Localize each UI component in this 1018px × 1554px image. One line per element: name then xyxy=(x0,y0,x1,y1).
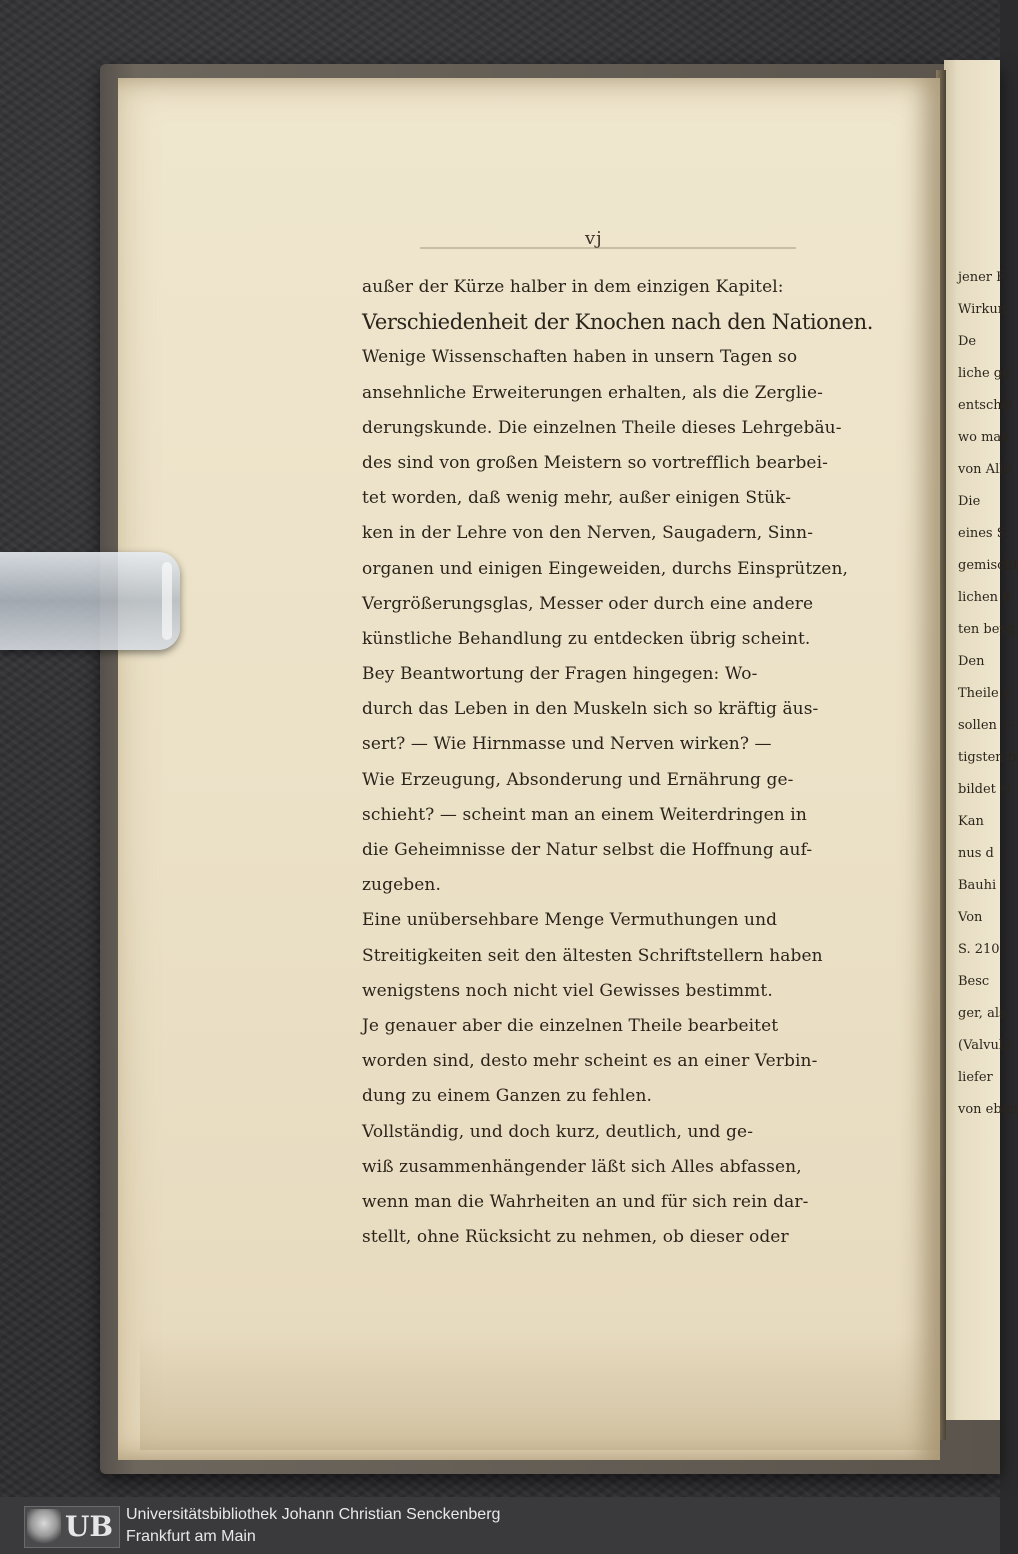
text-line: die Geheimnisse der Natur selbst die Hoffnung auf- xyxy=(362,840,813,860)
text-line: Vollständig, und doch kurz, deutlich, und ge- xyxy=(362,1121,754,1142)
right-page-line: Besc xyxy=(958,974,990,989)
text-line: des sind von großen Meistern so vortrefflich bearbei- xyxy=(362,452,828,473)
text-line: zugeben. xyxy=(362,875,441,896)
right-page-line: Die xyxy=(958,494,981,509)
right-page-line: liefer xyxy=(958,1070,993,1085)
text-line: tet worden, daß wenig mehr, außer einigen Stük- xyxy=(362,488,792,509)
text-line: Vergrößerungsglas, Messer oder durch eine andere xyxy=(362,593,814,614)
right-page-line: De xyxy=(958,334,977,349)
page-edge-shadow xyxy=(140,1330,940,1450)
right-page-line: bildet si xyxy=(958,782,1011,797)
right-page-line: ten beyg xyxy=(958,622,1016,637)
right-page-line: sollen — xyxy=(958,718,1015,733)
right-page-line: liche ge xyxy=(958,366,1010,381)
right-page-line: Von xyxy=(958,910,983,925)
page-number: vj xyxy=(585,228,603,249)
text-line: schieht? — scheint man an einem Weiterdringen in xyxy=(362,804,807,825)
text-line: wenn man die Wahrheiten an und für sich rein dar- xyxy=(362,1191,809,1212)
page-clip xyxy=(0,552,180,650)
right-page-line: wo man xyxy=(958,430,1010,445)
text-line: sert? — Wie Hirnmasse und Nerven wirken? — xyxy=(362,734,772,755)
institution-city: Frankfurt am Main xyxy=(126,1528,256,1545)
right-page-line: lichen K xyxy=(958,590,1012,605)
right-page-line: ger, als xyxy=(958,1006,1006,1021)
right-page-line: von Alle xyxy=(958,462,1012,477)
right-page-text xyxy=(958,262,1018,1126)
text-line: ken in der Lehre von den Nerven, Saugadern, Sinn- xyxy=(362,523,814,544)
right-page-line: gemischt xyxy=(958,558,1018,573)
text-line: worden sind, desto mehr scheint es an einer Verbin- xyxy=(362,1051,818,1072)
right-page-line: von eben xyxy=(958,1102,1018,1117)
footer-institution xyxy=(126,1504,500,1548)
right-page-line: Den xyxy=(958,654,985,669)
text-line: wenigstens noch nicht viel Gewisses bestimmt. xyxy=(362,980,773,1001)
right-page-line: Wirkun xyxy=(958,302,1007,317)
ub-logo xyxy=(24,1506,120,1548)
text-line: wiß zusammenhängender läßt sich Alles abfassen, xyxy=(362,1156,802,1177)
right-page-line: nus d xyxy=(958,846,994,861)
right-page-line: eines S xyxy=(958,526,1006,541)
text-line: organen und einigen Eingeweiden, durchs Einsprützen, xyxy=(362,558,849,579)
ub-logo-text: UB xyxy=(65,1510,114,1543)
right-page-line: tigsten b xyxy=(958,750,1017,765)
text-line: Wenige Wissenschaften haben in unsern Tagen so xyxy=(362,347,798,368)
right-page-line: entschei xyxy=(958,398,1014,413)
right-page-line: Bauhi xyxy=(958,878,997,893)
text-line: außer der Kürze halber in dem einzigen Kapitel: xyxy=(362,277,784,297)
right-page-line: S. 210. xyxy=(958,942,1004,957)
text-line: stellt, ohne Rücksicht zu nehmen, ob dieser oder xyxy=(362,1227,789,1248)
text-line: künstliche Behandlung zu entdecken übrig scheint. xyxy=(362,628,811,649)
text-line: derungskunde. Die einzelnen Theile dieses Lehrgebäu- xyxy=(362,417,842,438)
text-line: ansehnliche Erweiterungen erhalten, als die Zerglie- xyxy=(362,382,823,403)
text-line: Je genauer aber die einzelnen Theile bearbeitet xyxy=(362,1015,779,1036)
institution-name: Universitätsbibliothek Johann Christian Senckenberg xyxy=(126,1506,501,1523)
text-line: Eine unübersehbare Menge Vermuthungen und xyxy=(362,910,778,931)
text-line: Verschiedenheit der Knochen nach den Nationen. xyxy=(362,310,873,335)
portrait-icon xyxy=(27,1509,61,1545)
right-page-line: Kan xyxy=(958,814,984,829)
right-page-line: (Valvula xyxy=(958,1038,1011,1053)
text-line: Bey Beantwortung der Fragen hingegen: Wo- xyxy=(362,664,758,685)
right-page-line: jener F xyxy=(958,270,1006,285)
header-rule xyxy=(420,247,796,249)
right-page-line: Theile v xyxy=(958,686,1011,701)
page-body-text xyxy=(362,270,873,1255)
text-line: Wie Erzeugung, Absonderung und Ernährung ge- xyxy=(362,769,794,790)
text-line: Streitigkeiten seit den ältesten Schriftstellern haben xyxy=(362,945,823,966)
text-line: durch das Leben in den Muskeln sich so kräftig äus- xyxy=(362,699,819,720)
right-page xyxy=(944,60,1018,1420)
text-line: dung zu einem Ganzen zu fehlen. xyxy=(362,1086,652,1107)
